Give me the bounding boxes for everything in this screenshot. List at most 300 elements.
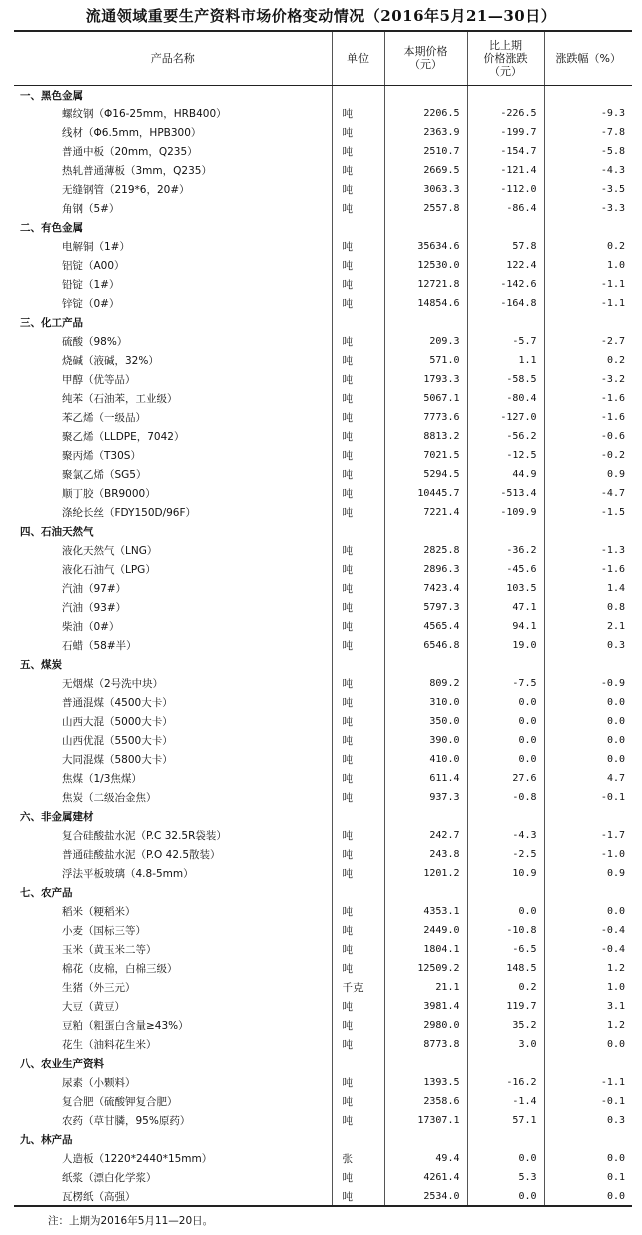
table-row xyxy=(14,579,632,598)
change-percent: -1.1 xyxy=(544,294,632,313)
price-change: 10.9 xyxy=(467,864,544,883)
table-row xyxy=(14,864,632,883)
table-row xyxy=(14,427,632,446)
price-change: -58.5 xyxy=(467,370,544,389)
change-percent: -5.8 xyxy=(544,142,632,161)
product-unit: 吨 xyxy=(332,826,384,845)
current-price: 8773.8 xyxy=(384,1035,467,1054)
table-row xyxy=(14,503,632,522)
section-unit-empty xyxy=(332,883,384,902)
header-unit: 单位 xyxy=(332,31,384,85)
current-price: 2896.3 xyxy=(384,560,467,579)
current-price: 35634.6 xyxy=(384,237,467,256)
table-row xyxy=(14,845,632,864)
change-percent: 0.2 xyxy=(544,237,632,256)
price-change: 0.0 xyxy=(467,693,544,712)
current-price: 1793.3 xyxy=(384,370,467,389)
section-title: 七、农产品 xyxy=(20,887,73,899)
price-change: 35.2 xyxy=(467,1016,544,1035)
section-change-empty xyxy=(467,1054,544,1073)
change-percent: -3.2 xyxy=(544,370,632,389)
table-row xyxy=(14,1092,632,1111)
section-change-empty xyxy=(467,313,544,332)
section-pct-empty xyxy=(544,1130,632,1149)
change-percent: -1.1 xyxy=(544,275,632,294)
section-unit-empty xyxy=(332,313,384,332)
table-row xyxy=(14,104,632,123)
product-unit: 吨 xyxy=(332,484,384,503)
change-percent: 1.0 xyxy=(544,256,632,275)
price-change: -4.3 xyxy=(467,826,544,845)
product-name: 柴油（0#） xyxy=(62,621,120,633)
product-name: 螺纹钢（Φ16-25mm，HRB400） xyxy=(62,108,227,120)
product-unit: 吨 xyxy=(332,636,384,655)
change-percent: -3.5 xyxy=(544,180,632,199)
section-pct-empty xyxy=(544,522,632,541)
price-change: 44.9 xyxy=(467,465,544,484)
product-name: 涤纶长丝（FDY150D/96F） xyxy=(62,507,197,519)
section-pct-empty xyxy=(544,883,632,902)
price-change: -127.0 xyxy=(467,408,544,427)
product-unit: 吨 xyxy=(332,123,384,142)
product-name: 稻米（粳稻米） xyxy=(62,906,136,918)
price-change: -1.4 xyxy=(467,1092,544,1111)
current-price: 7221.4 xyxy=(384,503,467,522)
change-percent: -0.4 xyxy=(544,940,632,959)
price-change: -142.6 xyxy=(467,275,544,294)
product-unit: 吨 xyxy=(332,959,384,978)
price-change: 47.1 xyxy=(467,598,544,617)
section-change-empty xyxy=(467,655,544,674)
header-current-price xyxy=(384,31,467,85)
change-percent: 0.1 xyxy=(544,1168,632,1187)
price-change: 0.0 xyxy=(467,902,544,921)
price-change: -12.5 xyxy=(467,446,544,465)
product-name: 瓦楞纸（高强） xyxy=(14,1187,332,1206)
product-unit: 张 xyxy=(332,1149,384,1168)
product-unit: 吨 xyxy=(332,256,384,275)
current-price: 3063.3 xyxy=(384,180,467,199)
current-price: 8813.2 xyxy=(384,427,467,446)
product-unit: 吨 xyxy=(332,902,384,921)
table-row xyxy=(14,674,632,693)
product-name: 普通混煤（4500大卡） xyxy=(62,697,173,709)
section-price-empty xyxy=(384,218,467,237)
product-unit: 吨 xyxy=(332,408,384,427)
section-title: 六、非金属建材 xyxy=(20,811,94,823)
table-row xyxy=(14,788,632,807)
change-percent: -0.6 xyxy=(544,427,632,446)
price-change: 27.6 xyxy=(467,769,544,788)
product-name: 山西大混（5000大卡） xyxy=(62,716,173,728)
table-row xyxy=(14,123,632,142)
table-row xyxy=(14,1035,632,1054)
change-percent: -1.1 xyxy=(544,1073,632,1092)
change-percent: -0.4 xyxy=(544,921,632,940)
price-change: 119.7 xyxy=(467,997,544,1016)
product-name: 角钢（5#） xyxy=(62,203,120,215)
product-unit: 吨 xyxy=(332,180,384,199)
section-price-empty xyxy=(384,883,467,902)
product-name: 石蜡（58#半） xyxy=(62,640,137,652)
table-row xyxy=(14,465,632,484)
product-name: 玉米（黄玉米二等） xyxy=(62,944,157,956)
product-name: 无烟煤（2号洗中块） xyxy=(62,678,164,690)
current-price: 6546.8 xyxy=(384,636,467,655)
price-change: 3.0 xyxy=(467,1035,544,1054)
product-name: 硫酸（98%） xyxy=(62,336,128,348)
product-name: 锌锭（0#） xyxy=(62,298,120,310)
section-row xyxy=(14,807,632,826)
product-name: 聚氯乙烯（SG5） xyxy=(62,469,147,481)
section-change-empty xyxy=(467,522,544,541)
table-row xyxy=(14,275,632,294)
section-price-empty xyxy=(384,1130,467,1149)
product-unit: 吨 xyxy=(332,617,384,636)
current-price: 209.3 xyxy=(384,332,467,351)
product-unit: 吨 xyxy=(332,750,384,769)
header-price-change-line1: 比上期 xyxy=(489,38,522,52)
current-price: 242.7 xyxy=(384,826,467,845)
section-unit-empty xyxy=(332,522,384,541)
price-change: 0.0 xyxy=(467,1149,544,1168)
current-price: 7773.6 xyxy=(384,408,467,427)
product-name: 线材（Φ6.5mm，HPB300） xyxy=(62,127,202,139)
price-change: -121.4 xyxy=(467,161,544,180)
section-row xyxy=(14,522,632,541)
product-unit: 吨 xyxy=(332,560,384,579)
product-name: 烧碱（液碱，32%） xyxy=(62,355,159,367)
product-unit: 千克 xyxy=(332,978,384,997)
change-percent: -3.3 xyxy=(544,199,632,218)
product-name: 复合肥（硫酸钾复合肥） xyxy=(62,1096,178,1108)
change-percent: 3.1 xyxy=(544,997,632,1016)
product-unit: 吨 xyxy=(332,351,384,370)
product-unit: 吨 xyxy=(332,921,384,940)
table-row xyxy=(14,826,632,845)
section-unit-empty xyxy=(332,218,384,237)
price-change: -6.5 xyxy=(467,940,544,959)
product-unit: 吨 xyxy=(332,389,384,408)
price-change: -199.7 xyxy=(467,123,544,142)
section-price-empty xyxy=(384,807,467,826)
table-row xyxy=(14,902,632,921)
table-row xyxy=(14,161,632,180)
current-price: 2825.8 xyxy=(384,541,467,560)
section-title: 五、煤炭 xyxy=(20,659,62,671)
section-row xyxy=(14,1130,632,1149)
section-row xyxy=(14,85,632,104)
table-row xyxy=(14,959,632,978)
section-pct-empty xyxy=(544,218,632,237)
section-pct-empty xyxy=(544,1054,632,1073)
product-unit: 吨 xyxy=(332,997,384,1016)
current-price: 10445.7 xyxy=(384,484,467,503)
current-price: 7423.4 xyxy=(384,579,467,598)
product-name: 大豆（黄豆） xyxy=(62,1001,125,1013)
table-row xyxy=(14,997,632,1016)
product-name: 焦炭（二级冶金焦） xyxy=(62,792,157,804)
table-row xyxy=(14,1016,632,1035)
product-name: 热轧普通薄板（3mm，Q235） xyxy=(62,165,212,177)
header-product-name: 产品名称 xyxy=(14,31,332,85)
section-pct-empty xyxy=(544,313,632,332)
page-title: 流通领域重要生产资料市场价格变动情况（2016年5月21—30日） xyxy=(85,7,557,25)
table-row xyxy=(14,598,632,617)
product-unit: 吨 xyxy=(332,712,384,731)
product-name: 聚丙烯（T30S） xyxy=(62,450,141,462)
table-row xyxy=(14,1187,632,1206)
table-row xyxy=(14,560,632,579)
current-price: 2510.7 xyxy=(384,142,467,161)
change-percent: -1.0 xyxy=(544,845,632,864)
section-change-empty xyxy=(467,85,544,104)
table-row xyxy=(14,370,632,389)
product-unit: 吨 xyxy=(332,503,384,522)
change-percent: -1.3 xyxy=(544,541,632,560)
current-price: 310.0 xyxy=(384,693,467,712)
price-change: 0.2 xyxy=(467,978,544,997)
section-change-empty xyxy=(467,218,544,237)
product-name: 汽油（93#） xyxy=(62,602,127,614)
table-row xyxy=(14,408,632,427)
table-row xyxy=(14,921,632,940)
current-price: 3981.4 xyxy=(384,997,467,1016)
product-unit: 吨 xyxy=(332,237,384,256)
table-row xyxy=(14,617,632,636)
change-percent: 0.0 xyxy=(544,1035,632,1054)
price-table xyxy=(14,30,632,1207)
table-row xyxy=(14,1149,632,1168)
section-price-empty xyxy=(384,85,467,104)
price-change: -226.5 xyxy=(467,104,544,123)
change-percent: 1.2 xyxy=(544,1016,632,1035)
product-unit: 吨 xyxy=(332,161,384,180)
section-price-empty xyxy=(384,655,467,674)
price-change: 0.0 xyxy=(467,750,544,769)
change-percent: -7.8 xyxy=(544,123,632,142)
current-price: 12509.2 xyxy=(384,959,467,978)
price-change: -7.5 xyxy=(467,674,544,693)
current-price: 937.3 xyxy=(384,788,467,807)
product-unit: 吨 xyxy=(332,275,384,294)
product-name: 铝锭（A00） xyxy=(62,260,125,272)
current-price: 2557.8 xyxy=(384,199,467,218)
table-row xyxy=(14,1073,632,1092)
table-row xyxy=(14,484,632,503)
current-price: 5067.1 xyxy=(384,389,467,408)
product-unit: 吨 xyxy=(332,1111,384,1130)
header-change-percent: 涨跌幅（%） xyxy=(544,31,632,85)
section-title: 二、有色金属 xyxy=(20,222,83,234)
price-change: 148.5 xyxy=(467,959,544,978)
footnote: 注：上期为2016年5月11—20日。 xyxy=(48,1215,214,1227)
product-name: 电解铜（1#） xyxy=(62,241,130,253)
current-price: 5797.3 xyxy=(384,598,467,617)
price-change: 103.5 xyxy=(467,579,544,598)
section-row xyxy=(14,313,632,332)
product-name: 纸浆（漂白化学浆） xyxy=(62,1172,157,1184)
product-name: 农药（草甘膦，95%原药） xyxy=(62,1115,191,1127)
current-price: 4353.1 xyxy=(384,902,467,921)
product-name: 山西优混（5500大卡） xyxy=(62,735,173,747)
product-unit: 吨 xyxy=(332,427,384,446)
product-unit: 吨 xyxy=(332,788,384,807)
current-price: 1393.5 xyxy=(384,1073,467,1092)
change-percent: 0.9 xyxy=(544,864,632,883)
change-percent: -4.7 xyxy=(544,484,632,503)
current-price: 17307.1 xyxy=(384,1111,467,1130)
section-change-empty xyxy=(467,883,544,902)
table-row xyxy=(14,712,632,731)
change-percent: 1.4 xyxy=(544,579,632,598)
change-percent: -1.6 xyxy=(544,560,632,579)
table-row xyxy=(14,446,632,465)
table-row xyxy=(14,731,632,750)
product-unit: 吨 xyxy=(332,674,384,693)
change-percent: -0.1 xyxy=(544,788,632,807)
product-name: 花生（油料花生米） xyxy=(62,1039,157,1051)
product-name: 苯乙烯（一级品） xyxy=(62,412,146,424)
change-percent: -9.3 xyxy=(544,104,632,123)
change-percent: -0.9 xyxy=(544,674,632,693)
current-price: 2449.0 xyxy=(384,921,467,940)
change-percent: 1.0 xyxy=(544,978,632,997)
product-name: 无缝钢管（219*6，20#） xyxy=(62,184,190,196)
product-name: 人造板（1220*2440*15mm） xyxy=(62,1153,213,1165)
product-unit: 吨 xyxy=(332,864,384,883)
table-row xyxy=(14,294,632,313)
product-name: 尿素（小颗料） xyxy=(62,1077,136,1089)
header-price-change-line2: 价格涨跌 xyxy=(483,51,528,65)
product-unit: 吨 xyxy=(332,845,384,864)
table-row xyxy=(14,636,632,655)
section-row xyxy=(14,883,632,902)
product-name: 普通硅酸盐水泥（P.O 42.5散装） xyxy=(62,849,221,861)
change-percent: 4.7 xyxy=(544,769,632,788)
section-unit-empty xyxy=(332,85,384,104)
change-percent: 0.0 xyxy=(544,902,632,921)
table-row xyxy=(14,332,632,351)
section-pct-empty xyxy=(544,85,632,104)
change-percent: 0.9 xyxy=(544,465,632,484)
product-name: 铅锭（1#） xyxy=(62,279,120,291)
table-body xyxy=(14,85,632,1206)
table-row xyxy=(14,180,632,199)
current-price: 410.0 xyxy=(384,750,467,769)
change-percent: -1.5 xyxy=(544,503,632,522)
product-name: 焦煤（1/3焦煤） xyxy=(62,773,142,785)
table-row xyxy=(14,693,632,712)
header-price-change xyxy=(467,31,544,85)
current-price: 2358.6 xyxy=(384,1092,467,1111)
table-row xyxy=(14,769,632,788)
product-name: 复合硅酸盐水泥（P.C 32.5R袋装） xyxy=(62,830,227,842)
current-price: 7021.5 xyxy=(384,446,467,465)
product-name: 小麦（国标三等） xyxy=(62,925,146,937)
current-price: 12721.8 xyxy=(384,275,467,294)
change-percent: 0.0 xyxy=(544,1149,632,1168)
product-unit: 吨 xyxy=(332,1187,384,1206)
product-unit: 吨 xyxy=(332,598,384,617)
table-row xyxy=(14,750,632,769)
product-unit: 吨 xyxy=(332,731,384,750)
current-price: 2669.5 xyxy=(384,161,467,180)
product-name: 浮法平板玻璃（4.8-5mm） xyxy=(62,868,194,880)
change-percent: 0.0 xyxy=(544,750,632,769)
current-price: 2363.9 xyxy=(384,123,467,142)
price-change: -0.8 xyxy=(467,788,544,807)
product-unit: 吨 xyxy=(332,446,384,465)
section-title: 三、化工产品 xyxy=(20,317,83,329)
current-price: 2534.0 xyxy=(384,1187,467,1206)
product-name: 棉花（皮棉，白棉三级） xyxy=(62,963,178,975)
product-name: 普通中板（20mm，Q235） xyxy=(62,146,198,158)
table-row xyxy=(14,351,632,370)
change-percent: 0.0 xyxy=(544,712,632,731)
change-percent: -4.3 xyxy=(544,161,632,180)
section-price-empty xyxy=(384,522,467,541)
product-unit: 吨 xyxy=(332,332,384,351)
section-title: 九、林产品 xyxy=(20,1134,73,1146)
product-unit: 吨 xyxy=(332,1073,384,1092)
section-pct-empty xyxy=(544,807,632,826)
price-change: 1.1 xyxy=(467,351,544,370)
table-row xyxy=(14,541,632,560)
section-unit-empty xyxy=(332,1054,384,1073)
current-price: 14854.6 xyxy=(384,294,467,313)
product-unit: 吨 xyxy=(332,940,384,959)
product-unit: 吨 xyxy=(332,769,384,788)
change-percent: -0.2 xyxy=(544,446,632,465)
product-unit: 吨 xyxy=(332,579,384,598)
section-title: 四、石油天然气 xyxy=(20,526,94,538)
price-change: 122.4 xyxy=(467,256,544,275)
price-change: 94.1 xyxy=(467,617,544,636)
product-unit: 吨 xyxy=(332,142,384,161)
product-unit: 吨 xyxy=(332,104,384,123)
current-price: 21.1 xyxy=(384,978,467,997)
product-name: 纯苯（石油苯，工业级） xyxy=(62,393,178,405)
table-row xyxy=(14,199,632,218)
current-price: 809.2 xyxy=(384,674,467,693)
current-price: 5294.5 xyxy=(384,465,467,484)
price-change: -2.5 xyxy=(467,845,544,864)
change-percent: -1.7 xyxy=(544,826,632,845)
change-percent: 1.2 xyxy=(544,959,632,978)
current-price: 4565.4 xyxy=(384,617,467,636)
change-percent: -1.6 xyxy=(544,408,632,427)
header-current-price-line1: 本期价格 xyxy=(403,45,448,59)
table-row xyxy=(14,940,632,959)
current-price: 350.0 xyxy=(384,712,467,731)
current-price: 49.4 xyxy=(384,1149,467,1168)
product-unit: 吨 xyxy=(332,465,384,484)
price-change: -10.8 xyxy=(467,921,544,940)
product-name: 液化天然气（LNG） xyxy=(62,545,158,557)
header-current-price-line2: （元） xyxy=(409,58,442,72)
product-name: 顺丁胶（BR9000） xyxy=(62,488,156,500)
section-row xyxy=(14,655,632,674)
current-price: 2980.0 xyxy=(384,1016,467,1035)
current-price: 390.0 xyxy=(384,731,467,750)
price-change: 0.0 xyxy=(467,731,544,750)
section-pct-empty xyxy=(544,655,632,674)
section-unit-empty xyxy=(332,807,384,826)
current-price: 243.8 xyxy=(384,845,467,864)
price-change: 19.0 xyxy=(467,636,544,655)
change-percent: 0.0 xyxy=(544,693,632,712)
